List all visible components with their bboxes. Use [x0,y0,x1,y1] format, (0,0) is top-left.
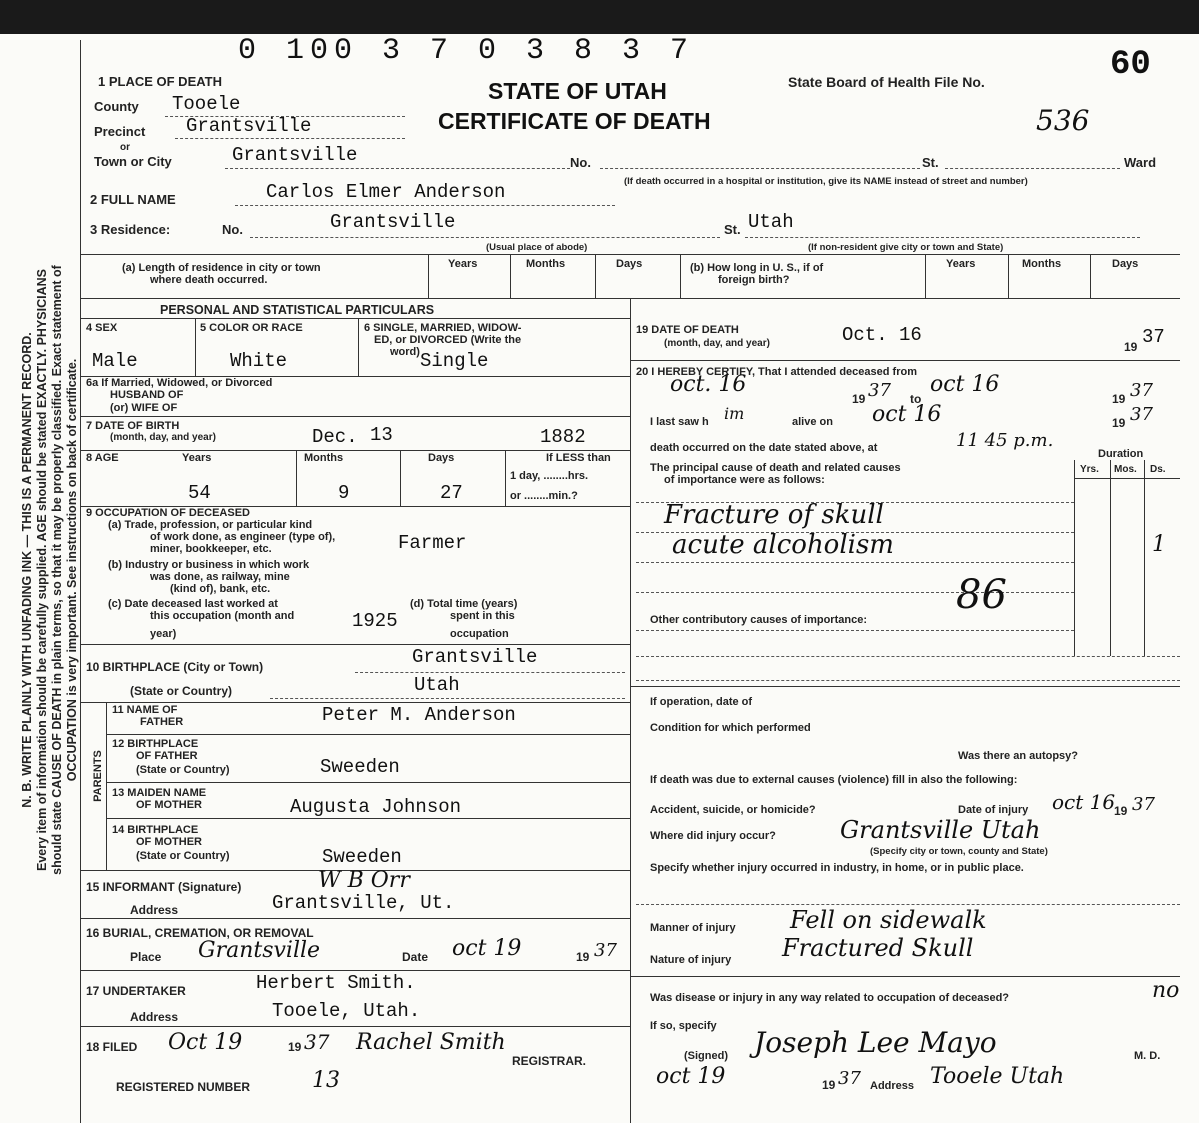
mbirth-label-b: OF MOTHER [136,836,202,848]
external-label: If death was due to external causes (violence) fill in also the following: [650,774,1018,786]
mother-label-a: 13 MAIDEN NAME [112,787,207,799]
age-years-label: Years [182,452,212,464]
registered-number: 13 [312,1068,340,1093]
marital-label-c: word) [390,346,420,358]
injury-year: 37 [1132,794,1155,815]
father-label-a: 11 NAME OF [112,704,178,716]
from-century: 19 [852,392,866,406]
age-less-label-a: If LESS than [546,452,611,464]
specify-industry-label: Specify whether injury occurred in industry, in home, or in public place. [650,862,1024,874]
undertaker-address: Tooele, Utah. [272,1000,421,1022]
marital-label-b: ED, or DIVORCED (Write the [374,334,522,346]
age-label: 8 AGE [86,452,119,464]
mbirth-label-c: (State or Country) [136,850,230,862]
signed-label: (Signed) [684,1050,728,1062]
parents-label: PARENTS [91,750,104,802]
md-label: M. D. [1134,1050,1161,1062]
nonresident-note: (If non-resident give city or town and State) [808,242,1004,253]
st-label: St. [922,155,939,170]
length-residence-label-a: (a) Length of residence in city or town [122,262,321,274]
color-value: White [230,350,288,372]
res-months-label: Months [526,258,566,270]
state-title: STATE OF UTAH [488,78,667,104]
town-label: Town or City [94,154,172,169]
specify-city-note: (Specify city or town, county and State) [870,846,1048,857]
residence-st-label: St. [724,222,741,237]
undertaker-address-label: Address [130,1010,179,1024]
side-line-1: N. B. WRITE PLAINLY WITH UNFADING INK — THIS IS A PERMANENT RECORD. [20,332,34,808]
certify-label: 20 I HEREBY CERTIFY, That I attended deceased from [636,366,917,378]
residence-label: 3 Residence: [90,222,171,237]
us-days-label: Days [1112,258,1139,270]
cause-1: Fracture of skull [664,500,884,530]
nature-label: Nature of injury [650,954,732,966]
precinct-value: Grantsville [186,115,312,137]
manner-label: Manner of injury [650,922,736,934]
file-label: State Board of Health File No. [788,74,985,90]
sex-label: 4 SEX [86,322,118,334]
cause-label-a: The principal cause of death and related causes [650,462,901,474]
death-time: 11 45 p.m. [956,430,1054,451]
date-death-label-a: 19 DATE OF DEATH [636,324,739,336]
us-years-label: Years [946,258,976,270]
circled-code: 86 [956,572,1007,618]
residence-value: Grantsville [330,211,456,233]
serial-number: 0 100 3 7 0 3 8 3 7 [238,34,695,68]
signature-century: 19 [822,1078,836,1092]
burial-year: 37 [594,940,617,961]
to-century: 19 [1112,392,1126,406]
filed-year: 37 [304,1030,330,1054]
sex-value: Male [92,350,138,372]
occ-label-i: this occupation (month and [150,610,295,622]
operation-label: If operation, date of [650,696,753,708]
age-months-value: 9 [338,482,350,504]
res-days-label: Days [616,258,643,270]
occ-label-l: spent in this [450,610,515,622]
date-of-death: Oct. 16 [842,324,922,346]
hospital-note: (If death occurred in a hospital or institution, give its NAME instead of street and number) [624,176,1028,187]
how-long-label-b: foreign birth? [718,274,790,286]
date-death-label-b: (month, day, and year) [664,338,770,349]
attended-to: oct 16 [930,372,1000,397]
burial-place-label: Place [130,950,162,964]
age-less-label-c: or ........min.? [510,490,578,502]
nature-injury: Fractured Skull [782,934,974,962]
burial-place: Grantsville [198,938,321,963]
no-label: No. [570,155,591,170]
other-causes-label: Other contributory causes of importance: [650,614,867,626]
death-century: 19 [1124,340,1138,354]
fbirth-label-b: OF FATHER [136,750,198,762]
marital-label-a: 6 SINGLE, MARRIED, WIDOW- [364,322,522,334]
condition-label: Condition for which performed [650,722,811,734]
dob-label-a: 7 DATE OF BIRTH [86,420,180,432]
to-year: 37 [1130,380,1153,401]
occ-label-k: (d) Total time (years) [410,598,518,610]
mbirth-label-a: 14 BIRTHPLACE [112,824,199,836]
where-injury-label: Where did injury occur? [650,830,776,842]
from-year: 37 [868,380,891,401]
age-months-label: Months [304,452,344,464]
alive-year: 37 [1130,404,1153,425]
yrs-label: Yrs. [1080,464,1099,475]
signature-year: 37 [838,1068,861,1089]
local-number: 536 [1036,104,1090,137]
duration-label: Duration [1098,448,1144,460]
attended-from: oct. 16 [670,372,747,397]
how-long-label-a: (b) How long in U. S., if of [690,262,824,274]
spouse-label-b: HUSBAND OF [110,389,184,401]
registrar-label: REGISTRAR. [512,1054,587,1068]
occ-label-d: miner, bookkeeper, etc. [150,543,272,555]
mother-birthplace: Sweeden [322,846,402,868]
alive-date: oct 16 [872,402,942,427]
accident-label: Accident, suicide, or homicide? [650,804,816,816]
frame-center [630,298,631,1123]
age-less-label-b: 1 day, ........hrs. [510,470,589,482]
father-birthplace: Sweeden [320,756,400,778]
death-occurred-label: death occurred on the date stated above, at [650,442,878,454]
place-of-death-label: 1 PLACE OF DEATH [98,74,222,89]
dob-day: 13 [370,424,393,446]
county-value: Tooele [172,93,241,115]
cause-2: acute alcoholism [672,530,894,560]
frame-left [80,40,81,1123]
death-year: 37 [1142,326,1165,348]
undertaker-label: 17 UNDERTAKER [86,984,186,998]
registered-number-label: REGISTERED NUMBER [116,1080,251,1094]
side-line-2: Every item of information should be carefully supplied. AGE should be stated EXACTLY. PHYSICIANS [35,269,49,871]
filed-date: Oct 19 [168,1030,243,1055]
residence-no-label: No. [222,222,243,237]
if-so-label: If so, specify [650,1020,717,1032]
occ-label-a: 9 OCCUPATION OF DECEASED [86,507,250,519]
where-injury: Grantsville Utah [840,816,1041,844]
us-months-label: Months [1022,258,1062,270]
autopsy-label: Was there an autopsy? [958,750,1079,762]
ds-label: Ds. [1150,464,1166,475]
residence-state-value: Utah [748,211,794,233]
ward-label: Ward [1124,155,1157,170]
to-label: to [910,392,922,406]
filed-century: 19 [288,1040,302,1054]
burial-date-label: Date [402,950,429,964]
birthplace-label: 10 BIRTHPLACE (City or Town) [86,660,264,674]
burial-century: 19 [576,950,590,964]
side-instructions [20,40,80,1100]
last-saw-label: I last saw h [650,416,709,428]
occ-label-m: occupation [450,628,509,640]
informant-signature: W B Orr [318,868,410,893]
filed-label: 18 FILED [86,1040,138,1054]
occupation-value: Farmer [398,532,467,554]
occ-label-g: (kind of), bank, etc. [170,583,271,595]
birthplace-state-label: (State or Country) [130,684,232,698]
burial-date: oct 19 [452,936,522,961]
age-years-value: 54 [188,482,211,504]
precinct-label: Precinct [94,124,146,139]
last-worked-value: 1925 [352,610,398,632]
occ-label-f: was done, as railway, mine [150,571,290,583]
res-years-label: Years [448,258,478,270]
age-days-label: Days [428,452,455,464]
father-label-b: FATHER [140,716,184,728]
full-name-value: Carlos Elmer Anderson [266,181,506,203]
marital-value: Single [420,350,489,372]
birthplace-city: Grantsville [412,646,538,668]
cause-duration: 1 [1152,532,1166,557]
signature-address-label: Address [870,1080,915,1092]
alive-century: 19 [1112,416,1126,430]
occ-label-h: (c) Date deceased last worked at [108,598,278,610]
mother-label-b: OF MOTHER [136,799,202,811]
fbirth-label-a: 12 BIRTHPLACE [112,738,199,750]
informant-address-label: Address [130,903,179,917]
cause-label-b: of importance were as follows: [664,474,825,486]
certificate-title: CERTIFICATE OF DEATH [438,108,711,134]
signature-address: Tooele Utah [930,1064,1065,1089]
signature-date: oct 19 [656,1064,726,1089]
birthplace-state: Utah [414,674,460,696]
manner-injury: Fell on sidewalk [790,906,987,934]
color-label: 5 COLOR OR RACE [200,322,303,334]
dob-month: Dec. [312,426,358,448]
alive-on-label: alive on [792,416,833,428]
usual-abode-note: (Usual place of abode) [486,242,588,253]
date-injury-label: Date of injury [958,804,1029,816]
scan-border [0,0,1199,34]
informant-address: Grantsville, Ut. [272,892,455,914]
fbirth-label-c: (State or Country) [136,764,230,776]
side-line-3: should state CAUSE OF DEATH in plain terms, so that it may be properly classified. Exact statement of [50,265,64,875]
length-residence-label-b: where death occurred. [150,274,268,286]
town-value: Grantsville [232,144,358,166]
side-line-4: OCCUPATION is very important. See instructions on back of certificate. [65,358,79,782]
informant-label: 15 INFORMANT (Signature) [86,880,242,894]
father-name: Peter M. Anderson [322,704,516,726]
spouse-label-a: 6a If Married, Widowed, or Divorced [86,377,273,389]
injury-century: 19 [1114,804,1128,818]
registrar-signature: Rachel Smith [356,1030,506,1055]
or-label: or [120,142,130,153]
related-answer: no [1152,978,1180,1003]
occ-label-e: (b) Industry or business in which work [108,559,310,571]
occ-label-j: year) [150,628,177,640]
burial-label: 16 BURIAL, CREMATION, OR REMOVAL [86,926,314,940]
last-saw-him: im [724,404,745,423]
full-name-label: 2 FULL NAME [90,192,176,207]
undertaker-name: Herbert Smith. [256,972,416,994]
spouse-label-c: (or) WIFE OF [110,402,178,414]
dob-label-b: (month, day, and year) [110,432,216,443]
personal-heading: PERSONAL AND STATISTICAL PARTICULARS [160,303,435,317]
occ-label-c: of work done, as engineer (type of), [150,531,336,543]
occ-label-b: (a) Trade, profession, or particular kind [108,519,313,531]
related-label: Was disease or injury in any way related to occupation of deceased? [650,992,1010,1004]
mos-label: Mos. [1114,464,1137,475]
file-number: 60 [1110,46,1151,84]
age-days-value: 27 [440,482,463,504]
mother-name: Augusta Johnson [290,796,462,818]
dob-year: 1882 [540,426,586,448]
county-label: County [94,99,139,114]
injury-date: oct 16 [1052,790,1116,814]
physician-signature: Joseph Lee Mayo [754,1026,997,1059]
